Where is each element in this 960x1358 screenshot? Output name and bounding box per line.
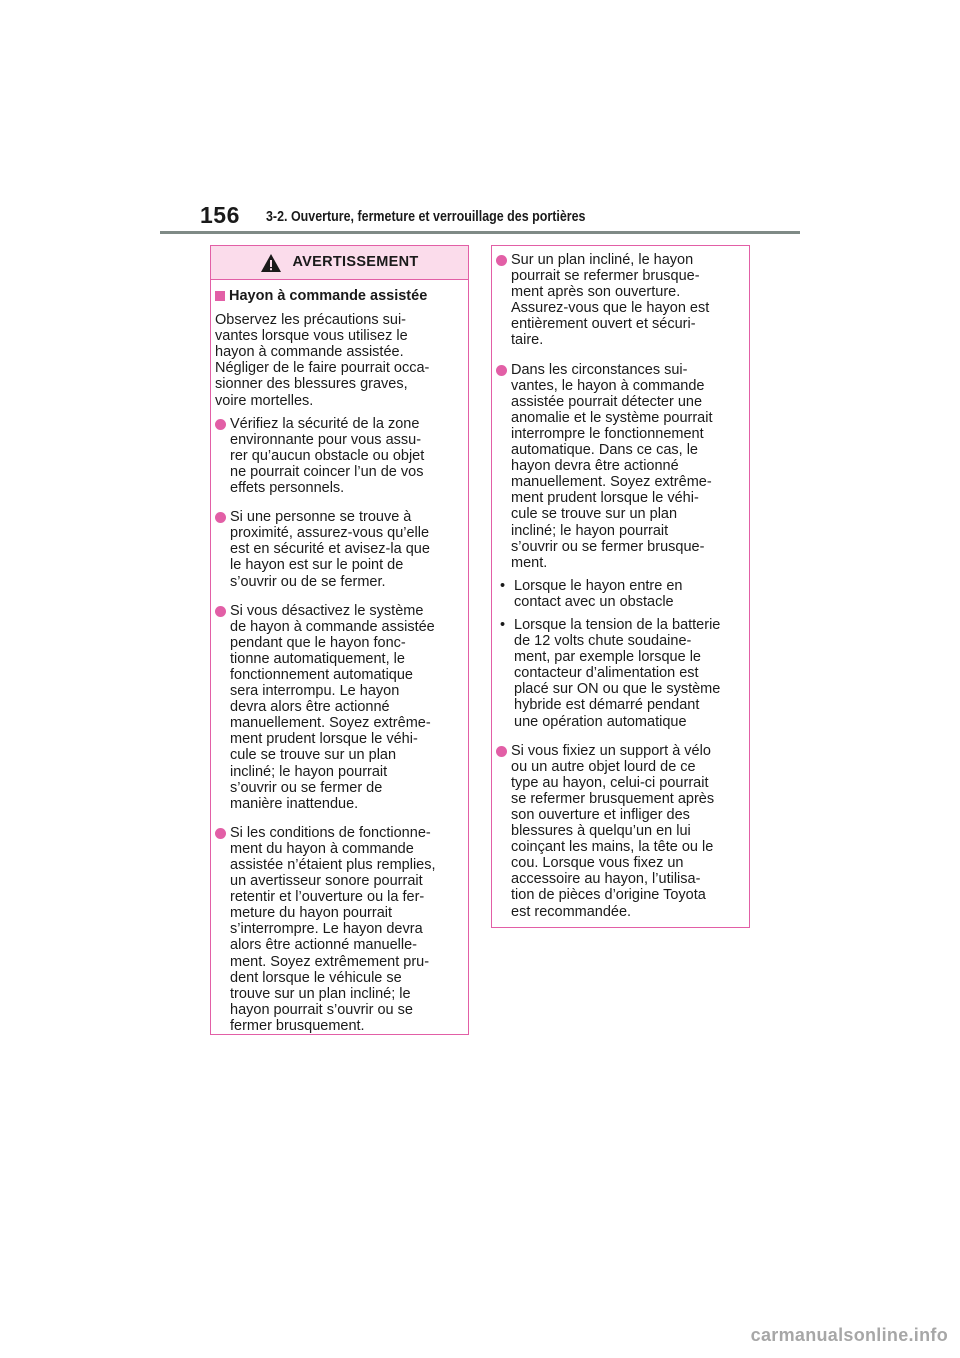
list-item-text: Dans les circonstances sui- vantes, le hayon à commande assistée pourrait détecter une anomalie et le système pourrait interrompre le fonctionnement automatique. Dans ce cas, le hayon devra être actionné manuellement. Soyez extrême- ment prudent lorsque le véhi- cule se trouve sur un plan incliné; le hayon pourrait s’ouvrir ou se fermer brusque- ment. [511, 361, 713, 571]
list-item [496, 362, 749, 571]
intro-paragraph: Observez les précautions sui- vantes lorsque vous utilisez le hayon à commande assistée. Négliger de le faire pourrait occa- sionner des blessures graves, voire mortelles. [215, 312, 430, 409]
bullet-dot-icon [215, 606, 226, 617]
warning-header [211, 246, 468, 280]
sub-list [496, 578, 749, 730]
bullet-dot-icon [496, 365, 507, 376]
square-bullet-icon [215, 291, 225, 301]
sub-list-item-text: Lorsque la tension de la batterie de 12 volts chute soudaine- ment, par exemple lorsque le contacteur d’alimentation est placé sur ON ou que le système hybride est démarré pendant une opération automatique [514, 616, 721, 730]
warning-label: AVERTISSEMENT [292, 254, 419, 271]
warning-triangle-icon [260, 253, 282, 273]
list-item-text: Si vous désactivez le système de hayon à commande assistée pendant que le hayon fonc- tionne automatiquement, le fonctionnement automatique sera interrompu. Le hayon devra alors être actionné manuellement. Soyez extrême- ment prudent lorsque le véhi- cule se trouve sur un plan incliné; le hayon pourrait s’ouvrir ou se fermer de manière inattendue. [230, 602, 435, 812]
list-item [215, 416, 468, 496]
warning-body-left [211, 280, 468, 1034]
list-item [215, 509, 468, 589]
sub-list-item [496, 578, 749, 610]
page-number: 156 [200, 202, 240, 228]
bullet-dot-icon [496, 746, 507, 757]
list-item-text: Si vous fixiez un support à vélo ou un autre objet lourd de ce type au hayon, celui-ci pourrait se refermer brusquement après son ouverture et infliger des blessures à quelqu’un en lui coinçant les mains, la tête ou le cou. Lorsque vous fixez un accessoire au hayon, l’utilisa- tion de pièces d’origine Toyota est recommandée. [511, 742, 715, 920]
watermark: carmanualsonline.info [750, 1325, 948, 1345]
list-item-text: Si les conditions de fonctionne- ment du hayon à commande assistée n’étaient plus remplies, un avertisseur sonore pourrait retentir et l’ouverture ou la fer- meture du hayon pourrait s’interrompre. Le hayon devra alors être actionné manuelle- ment. Soyez extrêmement pru- dent lorsque le véhicule se trouve sur un plan incliné; le hayon pourrait s’ouvrir ou se fermer brusquement. [230, 824, 436, 1034]
bullet-dot-icon [215, 419, 226, 430]
bullet-dot-icon [215, 828, 226, 839]
list-item [496, 252, 749, 349]
warning-box [210, 245, 469, 1035]
section-title [215, 288, 468, 304]
section-title-text: Hayon à commande assistée [229, 288, 428, 304]
bullet-dot-icon [496, 255, 507, 266]
list-item-text: Vérifiez la sécurité de la zone environnante pour vous assu- rer qu’aucun obstacle ou objet ne pourrait coincer l’un de vos effets personnels. [230, 415, 425, 497]
sub-list-item [496, 617, 749, 730]
small-bullet-icon: • [500, 616, 506, 633]
list-item [215, 603, 468, 812]
warning-box-continued [491, 245, 750, 928]
list-item-text: Sur un plan incliné, le hayon pourrait se refermer brusque- ment après son ouverture. Assurez-vous que le hayon est entièrement ouvert et sécuri- taire. [511, 252, 710, 349]
page-header [160, 200, 800, 232]
list-item-text: Si une personne se trouve à proximité, assurez-vous qu’elle est en sécurité et avisez-la que le hayon est sur le point de s’ouvrir ou de se fermer. [230, 509, 430, 590]
bullet-dot-icon [215, 512, 226, 523]
chapter-title: 3-2. Ouverture, fermeture et verrouillage des portières [266, 209, 586, 225]
sub-list-item-text: Lorsque le hayon entre en contact avec un obstacle [514, 577, 683, 610]
warning-body-right [492, 246, 749, 920]
list-item [496, 743, 749, 920]
header-rule [160, 231, 800, 234]
list-item [215, 825, 468, 1034]
small-bullet-icon: • [500, 577, 506, 594]
